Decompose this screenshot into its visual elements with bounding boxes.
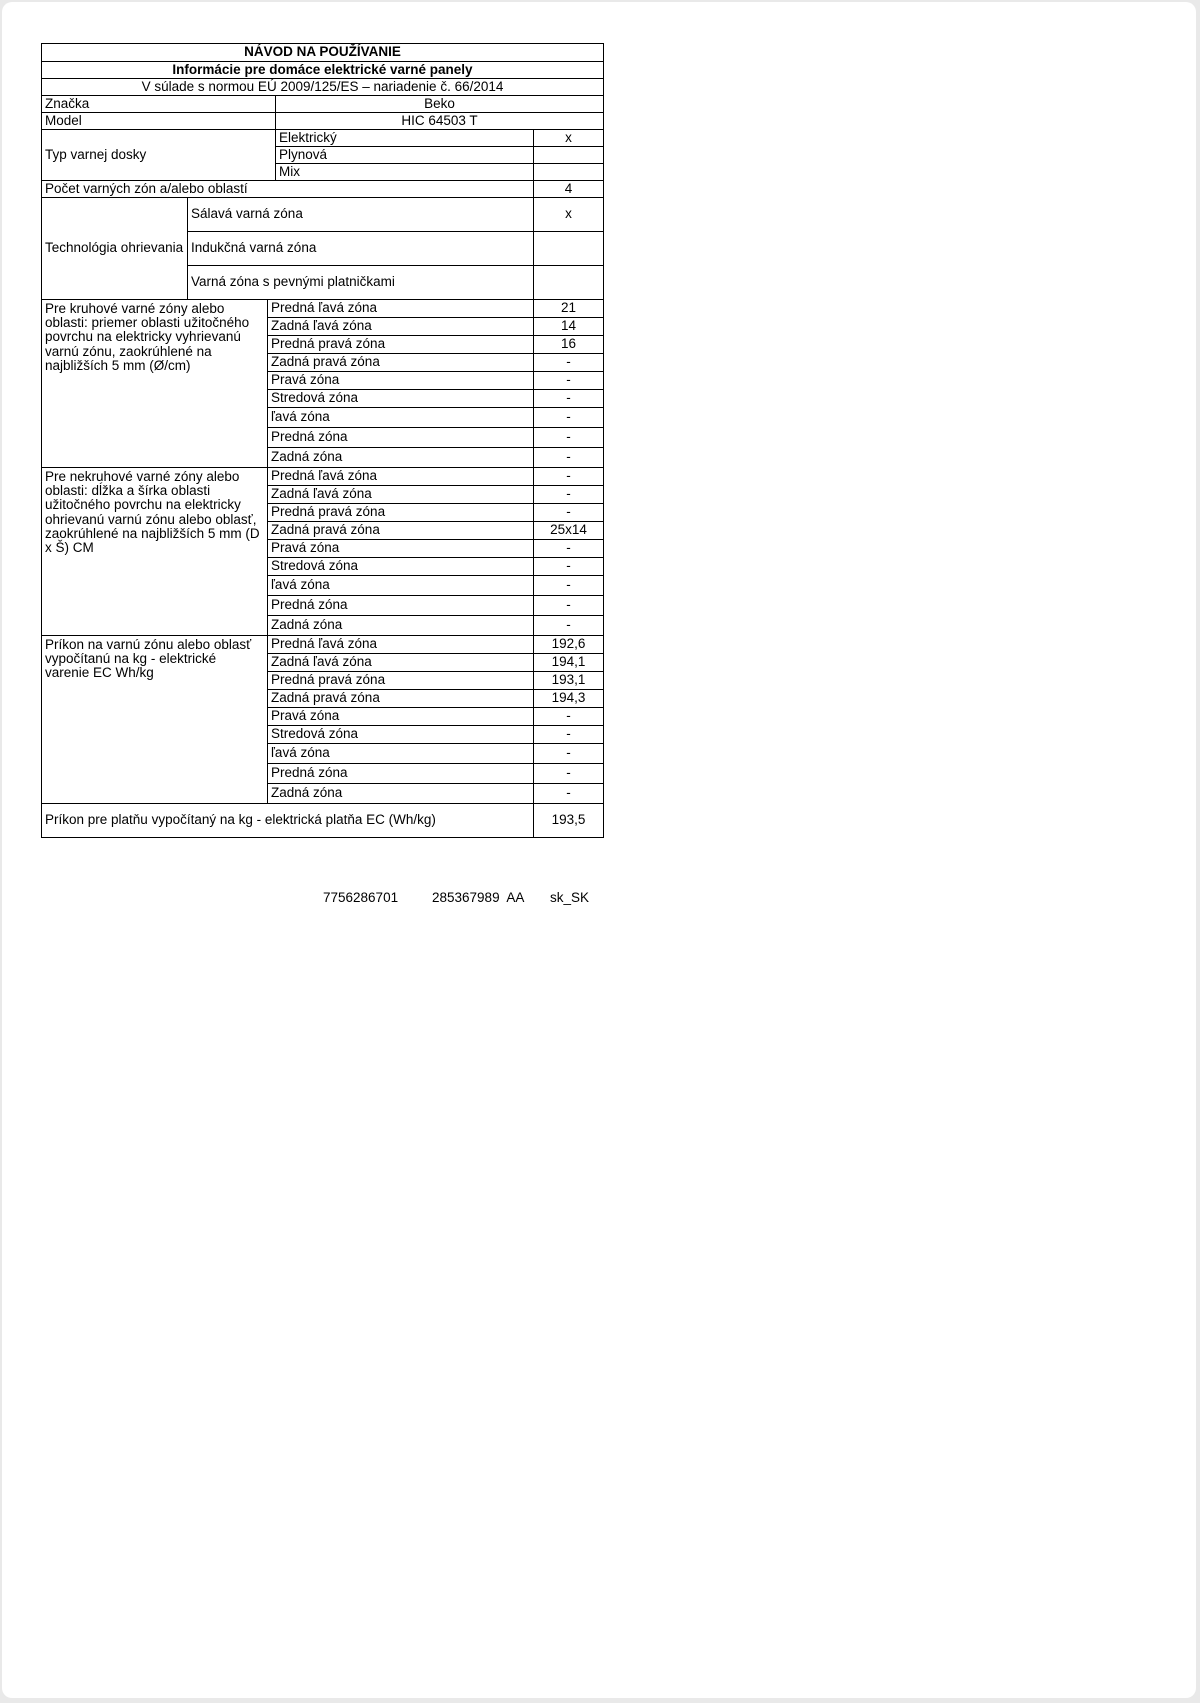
zone-value: - xyxy=(534,540,604,558)
hob-energy-label: Príkon pre platňu vypočítaný na kg - elektrická platňa EC (Wh/kg) xyxy=(42,804,534,838)
heating-tech-option: Varná zóna s pevnými platničkami xyxy=(188,266,534,300)
zone-value: - xyxy=(534,428,604,448)
zone-name: Predná pravá zóna xyxy=(268,504,534,522)
norm-reference: V súlade s normou EÚ 2009/125/ES – nariadenie č. 66/2014 xyxy=(42,79,604,96)
zone-value: - xyxy=(534,468,604,486)
brand-value: Beko xyxy=(276,96,604,113)
zone-value: - xyxy=(534,726,604,744)
zone-name: Predná zóna xyxy=(268,764,534,784)
hob-energy-row xyxy=(42,804,604,838)
zone-name: Zadná zóna xyxy=(268,448,534,468)
zone-name: Zadná pravá zóna xyxy=(268,522,534,540)
zone-value: - xyxy=(534,504,604,522)
zone-value: - xyxy=(534,744,604,764)
zone-value: - xyxy=(534,372,604,390)
zone-value: - xyxy=(534,408,604,428)
zone-name: Pravá zóna xyxy=(268,372,534,390)
hob-type-value: x xyxy=(534,130,604,147)
zone-name: Pravá zóna xyxy=(268,540,534,558)
zone-name: Predná ľavá zóna xyxy=(268,468,534,486)
zone-name: Predná ľavá zóna xyxy=(268,636,534,654)
nonround-zone-row xyxy=(42,468,604,486)
heating-tech-value: x xyxy=(534,198,604,232)
zone-name: Zadná pravá zóna xyxy=(268,354,534,372)
hob-type-value xyxy=(534,164,604,181)
footer-code-2: 285367989 AA xyxy=(432,890,525,905)
round-zones-label: Pre kruhové varné zóny alebo oblasti: priemer oblasti užitočného povrchu na elektricky vyhrievanú varnú zónu, zaokrúhlené na najbližších 5 mm (Ø/cm) xyxy=(42,300,268,468)
zone-value: 16 xyxy=(534,336,604,354)
zone-name: Predná pravá zóna xyxy=(268,672,534,690)
heating-tech-option: Indukčná varná zóna xyxy=(188,232,534,266)
zone-name: Stredová zóna xyxy=(268,390,534,408)
footer-locale: sk_SK xyxy=(550,890,590,905)
zone-value: - xyxy=(534,596,604,616)
zone-name: Predná zóna xyxy=(268,428,534,448)
zone-value: 193,1 xyxy=(534,672,604,690)
zone-value: - xyxy=(534,764,604,784)
hob-type-row xyxy=(42,130,604,147)
zone-name: Predná pravá zóna xyxy=(268,336,534,354)
zone-name: Zadná ľavá zóna xyxy=(268,654,534,672)
zone-count-label: Počet varných zón a/alebo oblastí xyxy=(42,181,534,198)
zone-name: Zadná ľavá zóna xyxy=(268,318,534,336)
zone-name: ľavá zóna xyxy=(268,744,534,764)
zone-count-value: 4 xyxy=(534,181,604,198)
heating-tech-row xyxy=(42,198,604,232)
hob-type-option: Plynová xyxy=(276,147,534,164)
brand-row xyxy=(42,96,604,113)
zone-name: ľavá zóna xyxy=(268,576,534,596)
energy-zone-row xyxy=(42,636,604,654)
model-label: Model xyxy=(42,113,276,130)
zone-value: - xyxy=(534,784,604,804)
zone-value: - xyxy=(534,708,604,726)
zone-name: Predná zóna xyxy=(268,596,534,616)
hob-type-option: Elektrický xyxy=(276,130,534,147)
product-fiche-table xyxy=(41,43,604,838)
heating-tech-label: Technológia ohrievania xyxy=(42,198,188,300)
hob-type-value xyxy=(534,147,604,164)
zone-name: Pravá zóna xyxy=(268,708,534,726)
zone-name: Predná ľavá zóna xyxy=(268,300,534,318)
zone-value: - xyxy=(534,558,604,576)
zone-name: Zadná ľavá zóna xyxy=(268,486,534,504)
zone-value: - xyxy=(534,354,604,372)
zone-name: Stredová zóna xyxy=(268,726,534,744)
zone-value: 21 xyxy=(534,300,604,318)
heating-tech-value xyxy=(534,266,604,300)
zone-value: 194,1 xyxy=(534,654,604,672)
hob-energy-value: 193,5 xyxy=(534,804,604,838)
document-page xyxy=(2,2,1196,1698)
zone-value: 194,3 xyxy=(534,690,604,708)
zone-name: Zadná zóna xyxy=(268,616,534,636)
zone-name: Zadná zóna xyxy=(268,784,534,804)
hob-type-option: Mix xyxy=(276,164,534,181)
zone-value: 14 xyxy=(534,318,604,336)
zone-value: - xyxy=(534,616,604,636)
model-row xyxy=(42,113,604,130)
zone-value: 25x14 xyxy=(534,522,604,540)
nonround-zones-label: Pre nekruhové varné zóny alebo oblasti: dĺžka a šírka oblasti užitočného povrchu na elektricky ohrievanú varnú zónu alebo oblasť, zaokrúhlené na najbližších 5 mm (D x Š) CM xyxy=(42,468,268,636)
round-zone-row xyxy=(42,300,604,318)
document-title: NÁVOD NA POUŽÍVANIE xyxy=(42,44,604,62)
heating-tech-value xyxy=(534,232,604,266)
hob-type-label: Typ varnej dosky xyxy=(42,130,276,181)
zone-value: - xyxy=(534,486,604,504)
heating-tech-option: Sálavá varná zóna xyxy=(188,198,534,232)
document-subtitle: Informácie pre domáce elektrické varné panely xyxy=(42,62,604,79)
footer-code-1: 7756286701 xyxy=(323,890,399,905)
zone-name: Zadná pravá zóna xyxy=(268,690,534,708)
energy-zones-label: Príkon na varnú zónu alebo oblasť vypočítanú na kg - elektrické varenie EC Wh/kg xyxy=(42,636,268,804)
zone-value: - xyxy=(534,448,604,468)
model-value: HIC 64503 T xyxy=(276,113,604,130)
zone-count-row xyxy=(42,181,604,198)
zone-name: ľavá zóna xyxy=(268,408,534,428)
zone-value: 192,6 xyxy=(534,636,604,654)
zone-value: - xyxy=(534,390,604,408)
brand-label: Značka xyxy=(42,96,276,113)
zone-value: - xyxy=(534,576,604,596)
zone-name: Stredová zóna xyxy=(268,558,534,576)
